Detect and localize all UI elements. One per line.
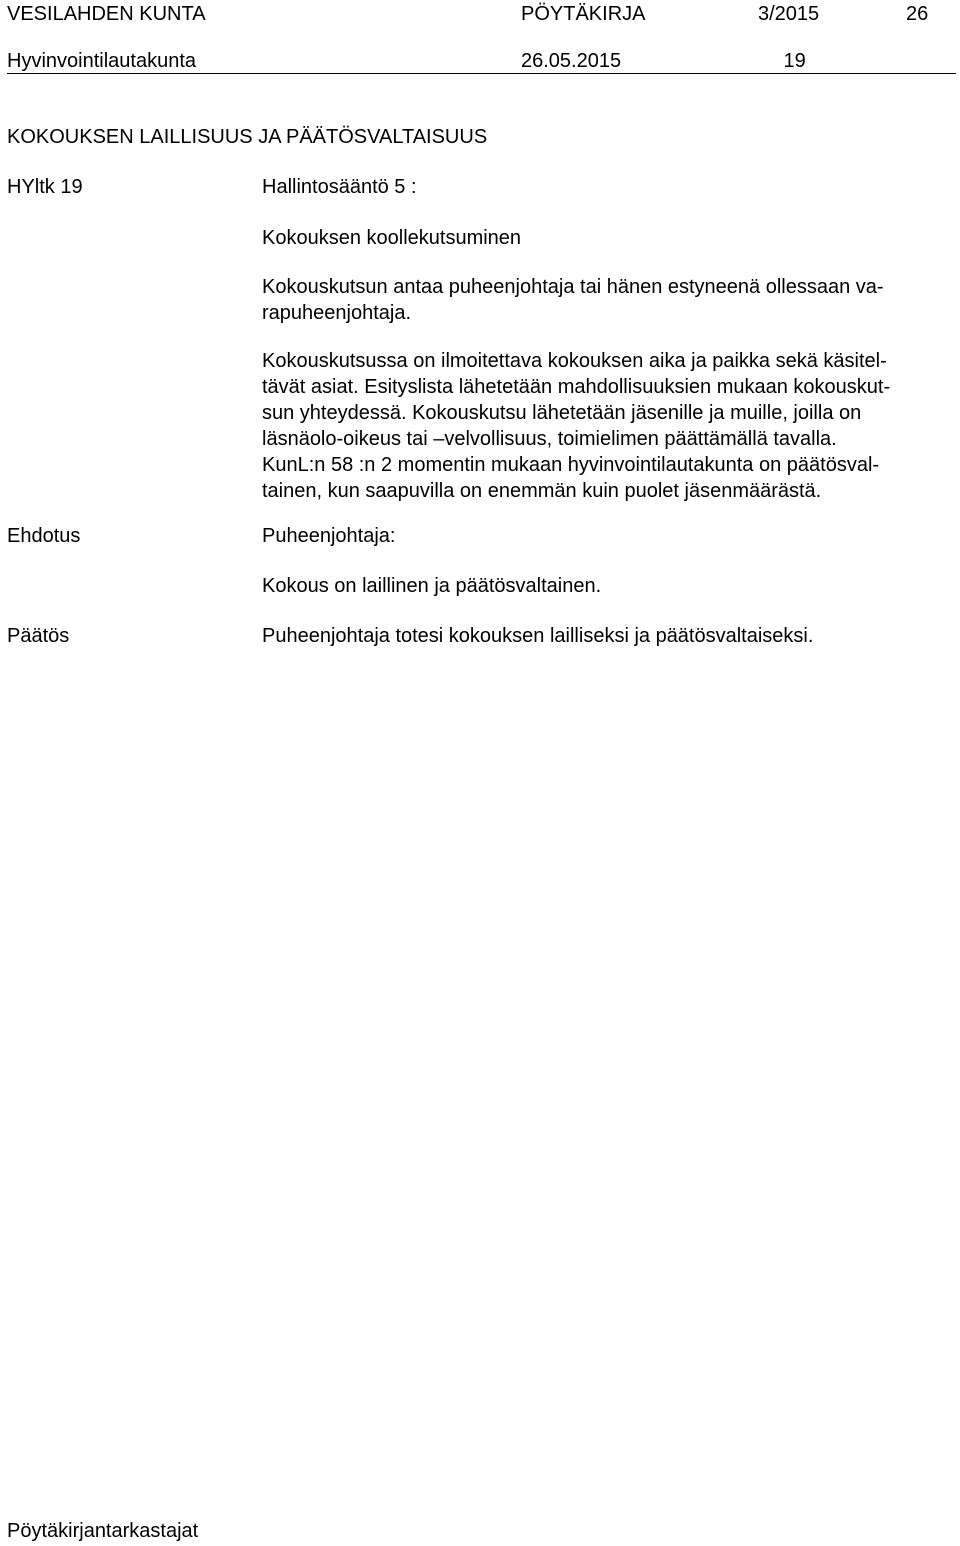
case-reference: HYltk 19 [7,176,83,198]
section-number: 19 [778,50,806,72]
paragraph-line: tävät asiat. Esityslista lähetetään mahdollisuuksien mukaan kokouskut- [262,376,891,398]
case-intro: Hallintosääntö 5 : [262,176,417,198]
paragraph-line: läsnäolo-oikeus tai –velvollisuus, toimielimen päättämällä tavalla. [262,428,837,450]
header-divider [7,73,956,74]
case-paragraph-2 [262,348,952,504]
meeting-date: 26.05.2015 [521,50,622,72]
paragraph-line: sun yhteydessä. Kokouskutsu lähetetään jäsenille ja muille, joilla on [262,402,862,424]
agenda-title: KOKOUKSEN LAILLISUUS JA PÄÄTÖSVALTAISUUS [7,126,488,148]
paragraph-line: rapuheenjohtaja. [262,302,412,324]
paragraph-line: KunL:n 58 :n 2 momentin mukaan hyvinvointilautakunta on päätösval- [262,454,880,476]
proposal-text: Kokous on laillinen ja päätösvaltainen. [262,575,602,597]
case-subheading: Kokouksen koollekutsuminen [262,227,522,249]
document-number: 3/2015 [758,3,820,25]
document-type: PÖYTÄKIRJA [521,3,646,25]
decision-label: Päätös [7,625,70,647]
proposal-label: Ehdotus [7,525,81,547]
paragraph-line: Kokouskutsun antaa puheenjohtaja tai hänen estyneenä ollessaan va- [262,276,884,298]
signatures-label: Pöytäkirjantarkastajat [7,1520,199,1542]
paragraph-line: Kokouskutsussa on ilmoitettava kokouksen aika ja paikka sekä käsitel- [262,350,887,372]
paragraph-line: tainen, kun saapuvilla on enemmän kuin puolet jäsenmäärästä. [262,480,822,502]
municipality-name: VESILAHDEN KUNTA [7,3,206,25]
decision-text: Puheenjohtaja totesi kokouksen lailliseksi ja päätösvaltaiseksi. [262,625,814,647]
case-paragraph-1 [262,274,952,326]
committee-name: Hyvinvointilautakunta [7,50,196,72]
page-number: 26 [906,3,929,25]
proposal-by: Puheenjohtaja: [262,525,396,547]
